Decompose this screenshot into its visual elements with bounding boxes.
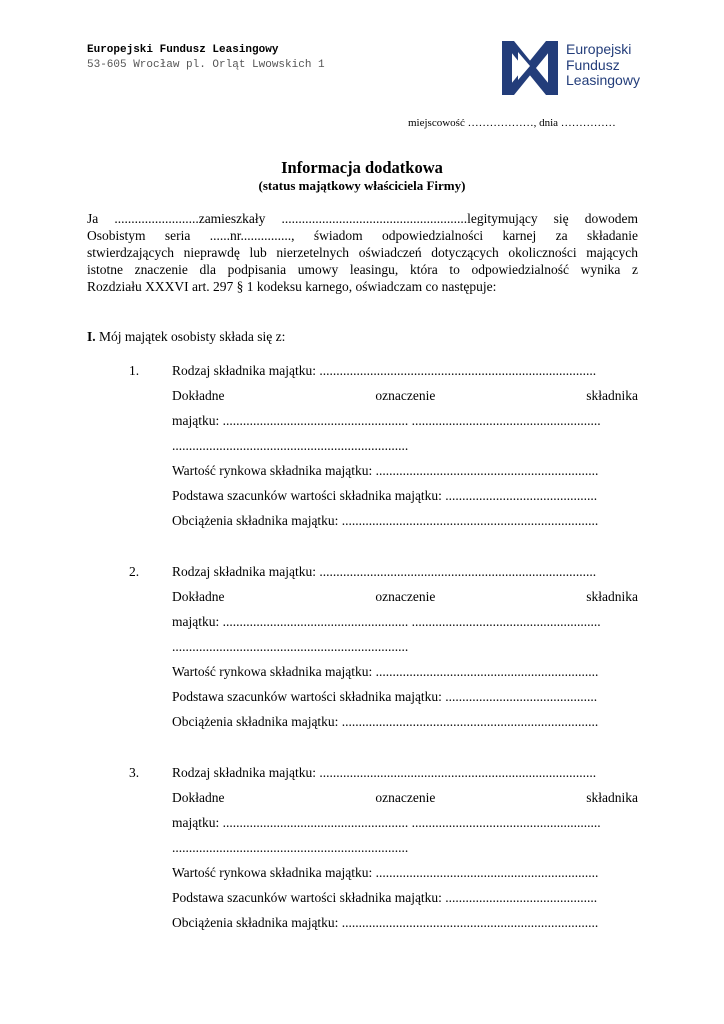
designation-word: oznaczenie [375,589,436,604]
declaration-line: stwierdzających nieprawdę lub nierzetelnych oświadczeń dotyczących okoliczności mających [87,245,638,260]
asset-dots-line: ...................................................................... [172,639,409,654]
company-address: 53-605 Wrocław pl. Orląt Lwowskich 1 [87,59,325,71]
asset-description-line: majątku: ....................................................... ........................................................ [172,413,601,428]
logo-text-line: Europejski [566,41,632,57]
asset-description-line: majątku: ....................................................... ........................................................ [172,614,601,629]
declaration-paragraph [87,210,638,295]
logo-text [566,42,640,89]
designation-word: składnika [586,589,638,604]
document-title: Informacja dodatkowa [281,158,443,177]
asset-dots-line: ...................................................................... [172,438,409,453]
declaration-line: istotne znaczenie dla podpisania umowy leasingu, która to odpowiedzialność wynika z [87,262,638,277]
designation-word: Dokładne [172,790,225,805]
section-text: Mój majątek osobisty składa się z: [99,329,286,344]
asset-type-line: Rodzaj składnika majątku: .................................................................................. [172,765,597,780]
asset-designation-line [172,589,638,605]
asset-item-number: 1. [129,363,140,378]
asset-designation-line [172,790,638,806]
asset-designation-line [172,388,638,404]
declaration-line: Ja .........................zamieszkały .......................................................legitymujący się dowodem [87,211,638,226]
asset-basis-line: Podstawa szacunków wartości składnika majątku: ............................................. [172,488,598,503]
asset-item-number: 3. [129,765,140,780]
company-logo [500,40,650,96]
designation-word: składnika [586,790,638,805]
asset-dots-line: ...................................................................... [172,840,409,855]
document-subtitle: (status majątkowy właściciela Firmy) [258,178,466,193]
asset-basis-line: Podstawa szacunków wartości składnika majątku: ............................................. [172,890,598,905]
designation-word: składnika [586,388,638,403]
place-date-line: miejscowość ………………, dnia …………… [408,117,616,129]
designation-word: oznaczenie [375,790,436,805]
efl-logo-icon [500,40,560,96]
declaration-line: Osobistym seria ......nr..............., świadom odpowiedzialności karnej za składanie [87,228,638,243]
asset-item-number: 2. [129,564,140,579]
company-name: Europejski Fundusz Leasingowy [87,44,279,56]
designation-word: oznaczenie [375,388,436,403]
asset-value-line: Wartość rynkowa składnika majątku: .................................................................. [172,664,599,679]
asset-basis-line: Podstawa szacunków wartości składnika majątku: ............................................. [172,689,598,704]
asset-type-line: Rodzaj składnika majątku: .................................................................................. [172,363,597,378]
section-number: I. [87,329,96,344]
asset-description-line: majątku: ....................................................... ........................................................ [172,815,601,830]
designation-word: Dokładne [172,388,225,403]
designation-word: Dokładne [172,589,225,604]
asset-encumbrance-line: Obciążenia składnika majątku: ............................................................................ [172,714,599,729]
asset-type-line: Rodzaj składnika majątku: .................................................................................. [172,564,597,579]
declaration-line: Rozdziału XXXVI art. 297 § 1 kodeksu karnego, oświadczam co następuje: [87,279,497,294]
asset-value-line: Wartość rynkowa składnika majątku: .................................................................. [172,865,599,880]
logo-text-line: Fundusz [566,56,620,73]
section-heading [87,329,285,345]
company-header [87,43,325,73]
asset-encumbrance-line: Obciążenia składnika majątku: ............................................................................ [172,513,599,528]
logo-text-line: Leasingowy [566,72,640,88]
asset-value-line: Wartość rynkowa składnika majątku: .................................................................. [172,463,599,478]
asset-encumbrance-line: Obciążenia składnika majątku: ............................................................................ [172,915,599,930]
